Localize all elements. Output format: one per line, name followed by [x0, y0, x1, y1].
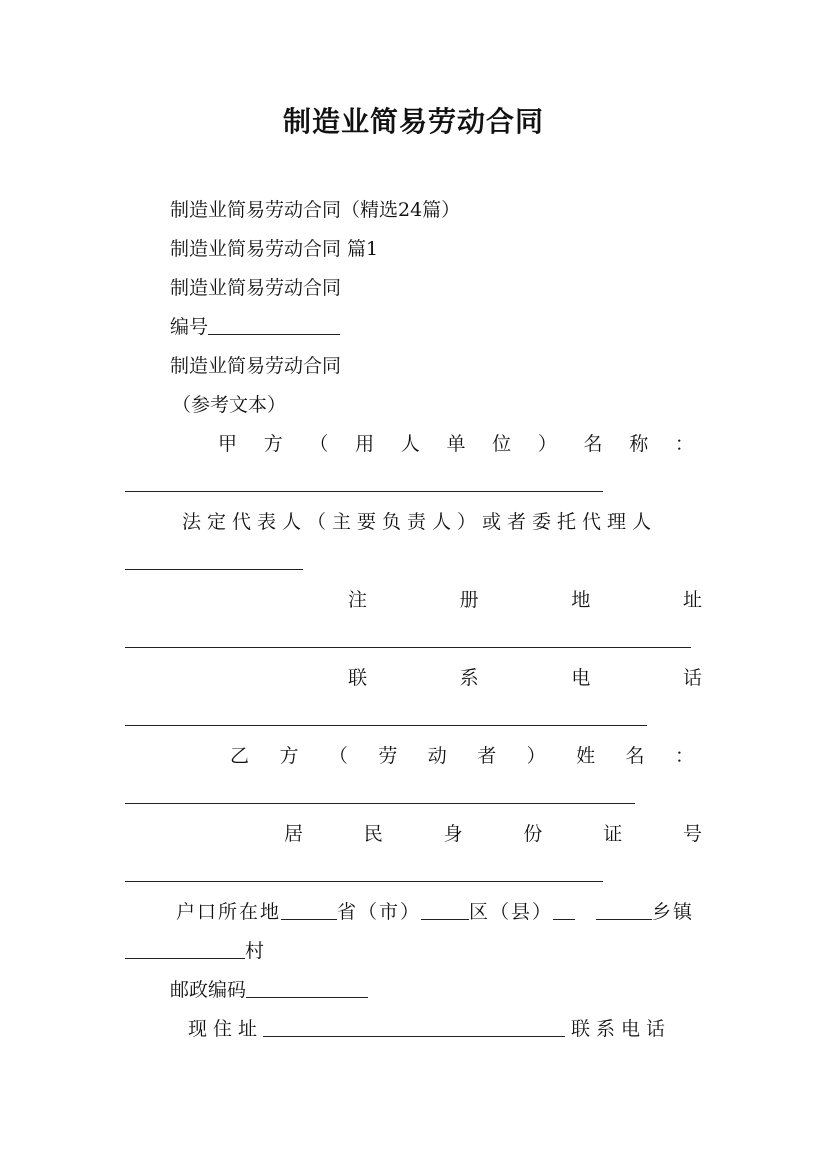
id-number-blank: [125, 881, 603, 882]
id-number-label: 居 民 身 份 证 号: [284, 823, 702, 845]
document-title: 制造业简易劳动合同: [282, 105, 544, 138]
section-heading: 制造业简易劳动合同 篇1: [170, 238, 379, 260]
village-label: 村: [245, 940, 265, 962]
province-label: 省（市）: [337, 901, 422, 923]
current-address-label: 现住址: [188, 1018, 264, 1040]
village-line: [125, 937, 264, 965]
party-a-phone-blank: [125, 725, 647, 726]
district-label: 区（县）: [469, 901, 554, 923]
contract-name-line-2: 制造业简易劳动合同: [170, 355, 342, 377]
reference-text-note: （参考文本）: [172, 394, 287, 416]
postcode-blank: [246, 977, 368, 998]
contract-subtitle: 制造业简易劳动合同（精选24篇）: [170, 199, 461, 221]
party-a-name-blank: [125, 491, 603, 492]
party-b-name-blank: [125, 803, 635, 804]
registered-address-blank: [125, 647, 691, 648]
postcode-label: 邮政编码: [170, 979, 247, 1001]
party-a-label: 甲 方 （ 用 人 单 位 ） 名 称 ：: [218, 433, 694, 455]
number-label: 编号: [170, 316, 209, 338]
number-line: [170, 313, 340, 341]
township-label: 乡镇: [652, 901, 695, 923]
district-blank: [421, 899, 469, 920]
province-blank: [281, 899, 337, 920]
postcode-line: [170, 976, 368, 1004]
contract-name-line: 制造业简易劳动合同: [170, 277, 342, 299]
village-blank: [125, 938, 245, 959]
party-a-phone-label: 联 系 电 话: [348, 667, 702, 689]
number-blank: [208, 314, 340, 335]
township-blank: [596, 899, 652, 920]
household-registration-label: 户口所在地: [176, 901, 282, 923]
party-b-label: 乙 方 （ 劳 动 者 ） 姓 名 ：: [230, 745, 694, 767]
current-phone-label: 联系电话: [571, 1018, 672, 1040]
current-address-line: [188, 1015, 671, 1043]
county-blank: [553, 899, 575, 920]
legal-representative-label: 法定代表人（主要负责人）或者委托代理人: [182, 511, 658, 533]
current-address-blank: [263, 1016, 565, 1037]
legal-representative-blank: [125, 569, 303, 570]
registered-address-label: 注 册 地 址: [348, 589, 702, 611]
household-registration-line: [176, 898, 694, 926]
